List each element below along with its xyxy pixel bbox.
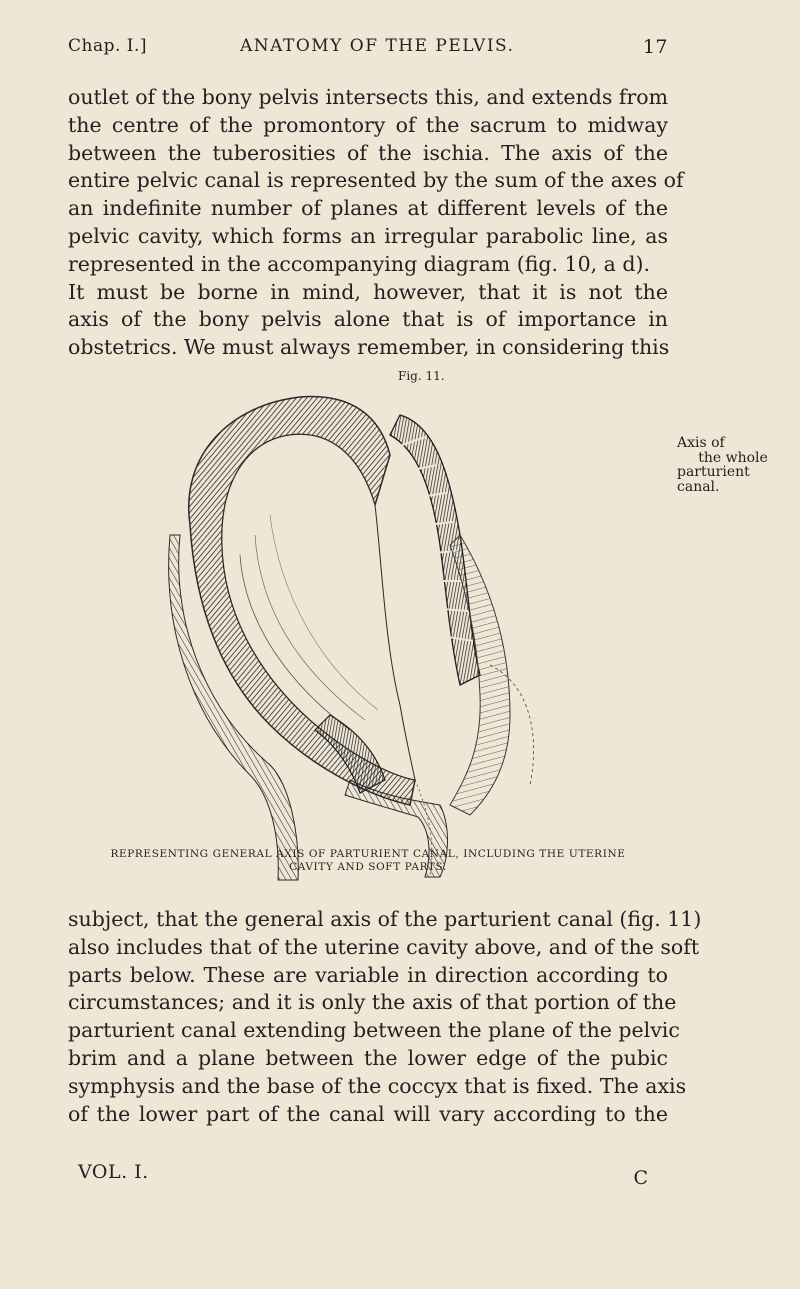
- text-line: symphysis and the base of the coccyx that is fixed. The axis: [68, 1073, 687, 1098]
- page-footer: [78, 1161, 648, 1187]
- text-line: represented in the accompanying diagram (fig. 10, a d).: [68, 251, 651, 276]
- marginal-note: [677, 436, 797, 494]
- marginal-note-line: the whole: [698, 449, 768, 466]
- paragraph-1: [68, 84, 684, 362]
- running-head: [68, 36, 668, 62]
- text-line: parts below. These are variable in direction according to: [68, 962, 668, 987]
- text-line: obstetrics. We must always remember, in considering this: [68, 335, 670, 360]
- text-line: It must be borne in mind, however, that it is not the: [68, 279, 668, 304]
- figure-label: Fig. 11.: [398, 369, 445, 383]
- text-line: the centre of the promontory of the sacrum to midway: [68, 112, 668, 137]
- text-line: outlet of the bony pelvis intersects this, and extends from: [68, 85, 669, 109]
- figure-caption: [68, 848, 668, 874]
- text-line: subject, that the general axis of the parturient canal (fig. 11): [68, 907, 702, 931]
- text-line: brim and a plane between the lower edge of the pubic: [68, 1045, 668, 1070]
- pelvis-engraving: [150, 385, 570, 885]
- text-line: entire pelvic canal is represented by the sum of the axes of: [68, 168, 684, 193]
- paragraph-2: [68, 906, 702, 1128]
- signature-mark: C: [633, 1167, 648, 1189]
- caption-line: REPRESENTING GENERAL AXIS OF PARTURIENT CANAL, INCLUDING THE UTERINE: [110, 848, 626, 860]
- text-line: parturient canal extending between the plane of the pelvic: [68, 1018, 680, 1043]
- text-line: also includes that of the uterine cavity above, and of the soft: [68, 934, 700, 959]
- chapter-label: Chap. I.]: [68, 36, 148, 56]
- page-title: ANATOMY OF THE PELVIS.: [240, 36, 515, 56]
- marginal-note-line: canal.: [677, 478, 720, 495]
- marginal-note-line: Axis of: [677, 435, 725, 451]
- volume-label: VOL. I.: [78, 1161, 149, 1183]
- caption-line: CAVITY AND SOFT PARTS.: [289, 861, 447, 873]
- text-line: of the lower part of the canal will vary according to the: [68, 1101, 668, 1126]
- text-line: axis of the bony pelvis alone that is of importance in: [68, 307, 668, 332]
- page-number: 17: [642, 36, 668, 58]
- text-line: pelvic cavity, which forms an irregular parabolic line, as: [68, 223, 668, 248]
- marginal-note-line: parturient: [677, 464, 750, 480]
- text-line: circumstances; and it is only the axis of that portion of the: [68, 990, 677, 1015]
- text-line: between the tuberosities of the ischia. The axis of the: [68, 140, 668, 165]
- text-line: an indefinite number of planes at different levels of the: [68, 196, 668, 221]
